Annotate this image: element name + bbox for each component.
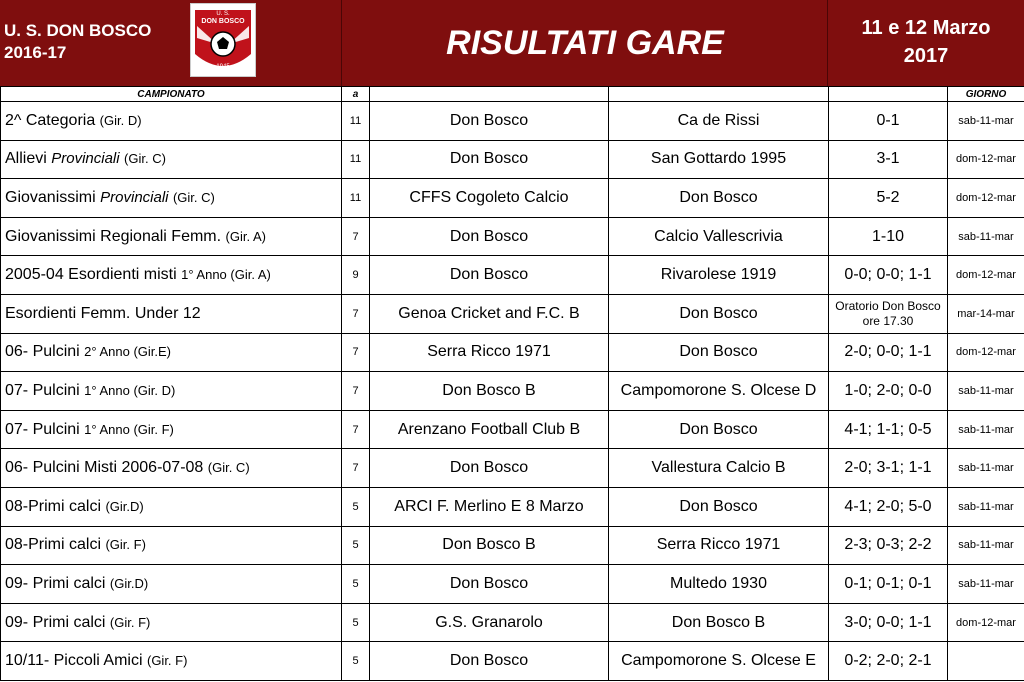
year-line: 2017 xyxy=(903,45,949,67)
championship-cell xyxy=(1,642,342,681)
page-title: RISULTATI GARE xyxy=(446,23,724,62)
championship-cell xyxy=(1,333,342,372)
championship-group: (Gir. F) xyxy=(109,614,151,630)
col-away xyxy=(609,87,829,102)
championship-name: Allievi xyxy=(5,150,52,168)
matchday-cell: 5 xyxy=(342,487,370,526)
championship-name: 06- Pulcini xyxy=(5,343,85,361)
away-team-cell: Campomorone S. Olcese D xyxy=(609,372,829,411)
championship-name: 08-Primi calci xyxy=(5,497,106,515)
table-row xyxy=(1,526,1024,565)
home-team-cell: Don Bosco xyxy=(370,102,609,141)
table-row xyxy=(1,102,1024,141)
result-cell: 1-10 xyxy=(829,217,948,256)
day-cell: dom-12-mar xyxy=(948,333,1024,372)
result-cell: 0-1 xyxy=(829,102,948,141)
day-cell: sab-11-mar xyxy=(948,102,1024,141)
championship-name: 09- Primi calci xyxy=(5,613,110,631)
championship-group: 1° Anno (Gir. A) xyxy=(181,267,271,283)
championship-group: (Gir. C) xyxy=(172,189,215,205)
table-row xyxy=(1,217,1024,256)
away-team-cell: Ca de Rissi xyxy=(609,102,829,141)
away-team-cell: Serra Ricco 1971 xyxy=(609,526,829,565)
championship-group: 1° Anno (Gir. F) xyxy=(84,421,174,437)
table-row xyxy=(1,449,1024,488)
matchday-cell: 7 xyxy=(342,410,370,449)
matchday-cell: 5 xyxy=(342,642,370,681)
championship-group: (Gir.D) xyxy=(109,575,149,591)
season-line: 2016-17 xyxy=(4,43,67,62)
table-header-row xyxy=(1,87,1024,102)
away-team-cell: Don Bosco xyxy=(609,487,829,526)
championship-cell xyxy=(1,256,342,295)
table-row xyxy=(1,565,1024,604)
home-team-cell: Arenzano Football Club B xyxy=(370,410,609,449)
result-cell: 4-1; 2-0; 5-0 xyxy=(829,487,948,526)
home-team-cell: Genoa Cricket and F.C. B xyxy=(370,294,609,333)
matchday-cell: 9 xyxy=(342,256,370,295)
championship-group: (Gir. A) xyxy=(225,228,266,244)
away-team-cell: San Gottardo 1995 xyxy=(609,140,829,179)
championship-cell xyxy=(1,217,342,256)
result-cell: 3-1 xyxy=(829,140,948,179)
day-cell: sab-11-mar xyxy=(948,410,1024,449)
matchday-cell: 7 xyxy=(342,294,370,333)
result-cell: 5-2 xyxy=(829,179,948,218)
championship-cell xyxy=(1,487,342,526)
championship-cell xyxy=(1,410,342,449)
away-team-cell: Vallestura Calcio B xyxy=(609,449,829,488)
championship-name: 07- Pulcini xyxy=(5,420,85,438)
championship-level: Provinciali xyxy=(51,150,120,168)
day-cell: sab-11-mar xyxy=(948,565,1024,604)
home-team-cell: G.S. Granarolo xyxy=(370,603,609,642)
matchday-cell: 5 xyxy=(342,565,370,604)
matchday-cell: 11 xyxy=(342,102,370,141)
away-team-cell: Don Bosco xyxy=(609,294,829,333)
championship-cell xyxy=(1,372,342,411)
championship-cell xyxy=(1,565,342,604)
championship-cell xyxy=(1,179,342,218)
championship-group: (Gir. C) xyxy=(207,460,250,476)
matchday-cell: 7 xyxy=(342,333,370,372)
championship-name: 09- Primi calci xyxy=(5,574,110,592)
home-team-cell: ARCI F. Merlino E 8 Marzo xyxy=(370,487,609,526)
result-cell: 0-2; 2-0; 2-1 xyxy=(829,642,948,681)
day-cell: sab-11-mar xyxy=(948,217,1024,256)
club-name xyxy=(4,20,151,64)
result-cell: Oratorio Don Bosco ore 17.30 xyxy=(829,294,948,333)
table-row xyxy=(1,487,1024,526)
result-cell: 2-0; 3-1; 1-1 xyxy=(829,449,948,488)
championship-cell xyxy=(1,449,342,488)
table-row xyxy=(1,179,1024,218)
day-cell: sab-11-mar xyxy=(948,526,1024,565)
home-team-cell: Don Bosco xyxy=(370,256,609,295)
championship-cell xyxy=(1,603,342,642)
championship-name: 08-Primi calci xyxy=(5,536,106,554)
day-cell: dom-12-mar xyxy=(948,256,1024,295)
col-home xyxy=(370,87,609,102)
day-cell: dom-12-mar xyxy=(948,603,1024,642)
col-campionato: CAMPIONATO xyxy=(1,87,342,102)
matchday-cell: 11 xyxy=(342,140,370,179)
result-cell: 4-1; 1-1; 0-5 xyxy=(829,410,948,449)
col-a: a xyxy=(342,87,370,102)
table-row xyxy=(1,256,1024,295)
championship-group: (Gir.D) xyxy=(105,498,144,514)
results-table xyxy=(0,86,1024,681)
result-cell: 0-0; 0-0; 1-1 xyxy=(829,256,948,295)
table-row xyxy=(1,410,1024,449)
matchday-cell: 5 xyxy=(342,603,370,642)
result-cell: 3-0; 0-0; 1-1 xyxy=(829,603,948,642)
away-team-cell: Calcio Vallescrivia xyxy=(609,217,829,256)
championship-group: (Gir. D) xyxy=(99,112,142,128)
match-date xyxy=(828,14,1024,70)
championship-name: 10/11- Piccoli Amici xyxy=(5,652,147,670)
away-team-cell: Campomorone S. Olcese E xyxy=(609,642,829,681)
result-cell: 2-0; 0-0; 1-1 xyxy=(829,333,948,372)
home-team-cell: Don Bosco B xyxy=(370,526,609,565)
championship-level: Provinciali xyxy=(100,188,169,206)
table-row xyxy=(1,603,1024,642)
championship-name: 06- Pulcini Misti 2006-07-08 xyxy=(5,459,208,477)
logo-text-name: DON BOSCO xyxy=(201,18,245,25)
day-cell: sab-11-mar xyxy=(948,487,1024,526)
table-row xyxy=(1,372,1024,411)
result-cell: 1-0; 2-0; 0-0 xyxy=(829,372,948,411)
table-row xyxy=(1,294,1024,333)
day-cell: dom-12-mar xyxy=(948,179,1024,218)
home-team-cell: Don Bosco xyxy=(370,642,609,681)
home-team-cell: Don Bosco xyxy=(370,217,609,256)
championship-name: Giovanissimi xyxy=(5,188,101,206)
away-team-cell: Don Bosco xyxy=(609,410,829,449)
home-team-cell: CFFS Cogoleto Calcio xyxy=(370,179,609,218)
day-cell: dom-12-mar xyxy=(948,140,1024,179)
header-banner xyxy=(0,0,1024,86)
championship-group: 2° Anno (Gir.E) xyxy=(84,344,172,360)
day-cell: sab-11-mar xyxy=(948,449,1024,488)
matchday-cell: 7 xyxy=(342,449,370,488)
table-row xyxy=(1,140,1024,179)
championship-cell xyxy=(1,294,342,333)
championship-name: Giovanissimi Regionali Femm. xyxy=(5,227,226,245)
date-line: 11 e 12 Marzo xyxy=(861,17,991,39)
away-team-cell: Don Bosco xyxy=(609,333,829,372)
championship-cell xyxy=(1,102,342,141)
table-row xyxy=(1,642,1024,681)
day-cell xyxy=(948,642,1024,681)
matchday-cell: 7 xyxy=(342,217,370,256)
home-team-cell: Don Bosco xyxy=(370,449,609,488)
result-cell: 2-3; 0-3; 2-2 xyxy=(829,526,948,565)
matchday-cell: 5 xyxy=(342,526,370,565)
club-logo xyxy=(190,3,256,77)
championship-name: 07- Pulcini xyxy=(5,381,85,399)
away-team-cell: Rivarolese 1919 xyxy=(609,256,829,295)
logo-text-year: 1945 xyxy=(216,64,230,70)
away-team-cell: Don Bosco xyxy=(609,179,829,218)
home-team-cell: Don Bosco xyxy=(370,565,609,604)
result-cell: 0-1; 0-1; 0-1 xyxy=(829,565,948,604)
table-row xyxy=(1,333,1024,372)
championship-name: Esordienti Femm. Under 12 xyxy=(5,304,201,322)
championship-name: 2^ Categoria xyxy=(5,111,100,129)
club-name-line: U. S. DON BOSCO xyxy=(4,21,152,40)
championship-cell xyxy=(1,526,342,565)
col-giorno: GIORNO xyxy=(948,87,1024,102)
logo-text-top: U. S. xyxy=(216,11,230,17)
day-cell: mar-14-mar xyxy=(948,294,1024,333)
away-team-cell: Don Bosco B xyxy=(609,603,829,642)
championship-group: (Gir. C) xyxy=(124,151,166,167)
championship-name: 2005-04 Esordienti misti xyxy=(5,266,182,284)
matchday-cell: 7 xyxy=(342,372,370,411)
home-team-cell: Serra Ricco 1971 xyxy=(370,333,609,372)
home-team-cell: Don Bosco B xyxy=(370,372,609,411)
championship-group: (Gir. F) xyxy=(146,653,188,669)
championship-cell xyxy=(1,140,342,179)
championship-group: 1° Anno (Gir. D) xyxy=(84,382,176,398)
away-team-cell: Multedo 1930 xyxy=(609,565,829,604)
matchday-cell: 11 xyxy=(342,179,370,218)
home-team-cell: Don Bosco xyxy=(370,140,609,179)
col-result xyxy=(829,87,948,102)
day-cell: sab-11-mar xyxy=(948,372,1024,411)
championship-group: (Gir. F) xyxy=(105,537,146,553)
